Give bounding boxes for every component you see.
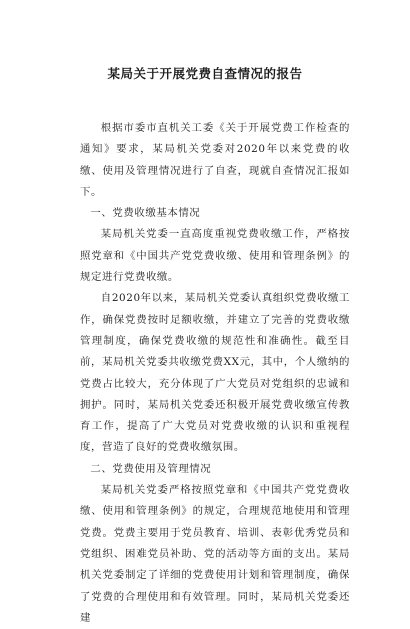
section-heading-usage: 二、党费使用及管理情况 <box>90 462 212 475</box>
body-paragraph: 某局机关党委一直高度重视党费收缴工作，严格按照党章和《中国共产党党费收缴、使用和管理条例》的规定进行党费收缴。 <box>80 228 350 284</box>
body-paragraph: 自2020年以来，某局机关党委认真组织党费收缴工作，确保党费按时足额收缴，并建立了完善的党费收缴管理制度，确保党费收缴的规范性和准确性。截至目前，某局机关党委共收缴党费XX元，其中，个人缴纳的党费占比较大，充分体现了广大党员对党组织的忠诚和拥护。同时，某局机关党委还积极开展党费收缴宣传教育工作，提高了广大党员对党费收缴的认识和重视程度，营造了良好的党费收缴氛围。 <box>80 292 350 454</box>
section-heading-collection: 一、党费收缴基本情况 <box>90 207 201 220</box>
intro-paragraph: 根据市委市直机关工委《关于开展党费工作检查的通知》要求，某局机关党委对2020年以来党费的收缴、使用及管理情况进行了自查，现就自查情况汇报如下。 <box>80 122 350 198</box>
document-title: 某局关于开展党费自查情况的报告 <box>107 66 303 81</box>
document-body <box>80 118 350 629</box>
body-paragraph: 某局机关党委严格按照党章和《中国共产党党费收缴、使用和管理条例》的规定，合理规范地使用和管理党费。党费主要用于党员教育、培训、表彰优秀党员和党组织、困难党员补助、党的活动等方面的支出。某局机关党委制定了详细的党费使用计划和管理制度，确保了党费的合理使用和有效管理。同时，某局机关党委还建 <box>80 484 350 624</box>
